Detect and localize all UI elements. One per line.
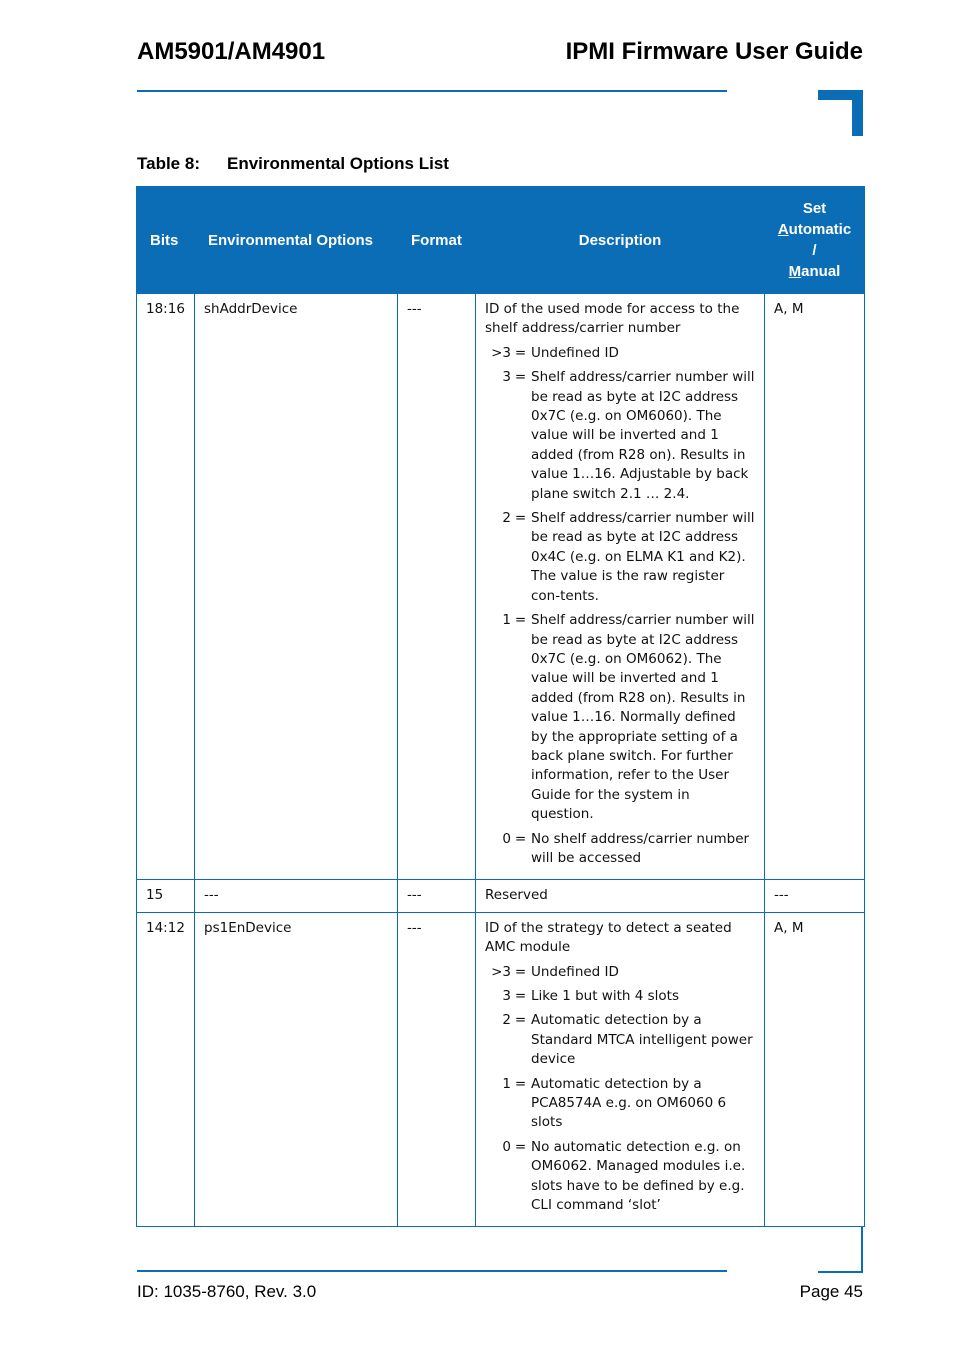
item-key: 3: [502, 369, 511, 386]
cell-description: [476, 912, 765, 1227]
equals-sign: =: [514, 612, 527, 629]
equals-sign: =: [514, 1075, 527, 1092]
item-key: 3: [502, 988, 511, 1004]
cell-set: A, M: [765, 294, 865, 880]
description-intro: ID of the used mode for access to the shelf address/carrier number: [485, 301, 740, 337]
table-row: [137, 294, 865, 880]
description-item: [485, 509, 756, 606]
col-header-options: Environmental Options: [195, 187, 398, 294]
description-item: [485, 1075, 756, 1133]
equals-sign: =: [514, 369, 527, 386]
item-key: 2: [502, 510, 511, 527]
item-text: Like 1 but with 4 slots: [531, 988, 679, 1004]
equals-sign: =: [514, 988, 527, 1004]
header-rule: [137, 90, 727, 92]
description-item: [485, 344, 756, 363]
cell-description: [476, 294, 765, 880]
equals-sign: =: [514, 1138, 527, 1155]
col-header-bits: Bits: [137, 187, 195, 294]
footer-rule: [137, 1270, 727, 1272]
caption-title: Environmental Options List: [227, 154, 449, 173]
table-body: [137, 294, 865, 1227]
equals-sign: =: [514, 963, 527, 980]
description-item: [485, 987, 756, 1006]
description-item: [485, 1138, 756, 1216]
cell-bits: 15: [137, 880, 195, 912]
item-key: 1: [502, 612, 511, 629]
item-text: Shelf address/carrier number will be read as byte at I2C address 0x7C (e.g. on OM6062). The value will be inverted and 1 added (from R28 on). Results in value 1…16. Normally defined by the appropriate setting of a back plane switch. For further information, refer to the User Guide for the system in question.: [531, 612, 755, 823]
item-text: No shelf address/carrier number will be accessed: [531, 830, 750, 866]
item-key: 2: [502, 1012, 511, 1029]
item-key: >3: [491, 344, 511, 361]
item-key: 0: [502, 830, 511, 847]
item-key: 0: [502, 1138, 511, 1155]
table-header-row: [137, 187, 865, 294]
cell-format: ---: [398, 912, 476, 1227]
equals-sign: =: [514, 830, 527, 847]
corner-mark-top: [818, 90, 863, 136]
footer-page-number: Page 45: [799, 1282, 863, 1301]
col-header-description: Description: [476, 187, 765, 294]
environmental-options-table: [136, 186, 865, 1227]
table-row: [137, 880, 865, 912]
description-item: [485, 963, 756, 982]
cell-format: ---: [398, 294, 476, 880]
cell-option: shAddrDevice: [195, 294, 398, 880]
caption-number: Table 8:: [137, 154, 200, 173]
cell-set: A, M: [765, 912, 865, 1227]
description-item: [485, 830, 756, 869]
cell-option: ---: [195, 880, 398, 912]
item-text: Undefined ID: [531, 344, 619, 361]
item-key: 1: [502, 1075, 511, 1092]
cell-format: ---: [398, 880, 476, 912]
item-text: Shelf address/carrier number will be read as byte at I2C address 0x4C (e.g. on ELMA K1 and K2). The value is the raw register con-tents.: [531, 510, 755, 604]
col-header-set: Set Automatic / Manual: [765, 187, 865, 294]
col-header-format: Format: [398, 187, 476, 294]
cell-option: ps1EnDevice: [195, 912, 398, 1227]
table-row: [137, 912, 865, 1227]
item-text: No automatic detection e.g. on OM6062. Managed modules i.e. slots have to be defined by e.g. CLI command ‘slot’: [531, 1138, 746, 1214]
description-item: [485, 1011, 756, 1069]
footer-doc-id: ID: 1035-8760, Rev. 3.0: [137, 1282, 317, 1301]
cell-bits: 18:16: [137, 294, 195, 880]
header-product: AM5901/AM4901: [137, 38, 326, 65]
description-intro: ID of the strategy to detect a seated AMC module: [485, 919, 732, 956]
item-text: Shelf address/carrier number will be read as byte at I2C address 0x7C (e.g. on OM6060). The value will be inverted and 1 added (from R28 on). Results in value 1…16. Adjustable by back plane switch 2.1 … 2.4.: [531, 369, 755, 502]
equals-sign: =: [514, 1012, 527, 1029]
description-intro: Reserved: [485, 887, 548, 904]
equals-sign: =: [514, 510, 527, 527]
cell-set: ---: [765, 880, 865, 912]
description-item: [485, 368, 756, 504]
item-key: >3: [491, 963, 511, 980]
item-text: Undefined ID: [531, 963, 619, 980]
item-text: Automatic detection by a Standard MTCA intelligent power device: [531, 1012, 753, 1068]
item-text: Automatic detection by a PCA8574A e.g. on OM6060 6 slots: [531, 1075, 727, 1131]
description-item: [485, 611, 756, 824]
cell-bits: 14:12: [137, 912, 195, 1227]
equals-sign: =: [514, 344, 527, 361]
corner-mark-bottom: [818, 1227, 863, 1273]
header-guide-title: IPMI Firmware User Guide: [565, 38, 863, 65]
cell-description: [476, 880, 765, 912]
table-caption: [137, 154, 449, 174]
